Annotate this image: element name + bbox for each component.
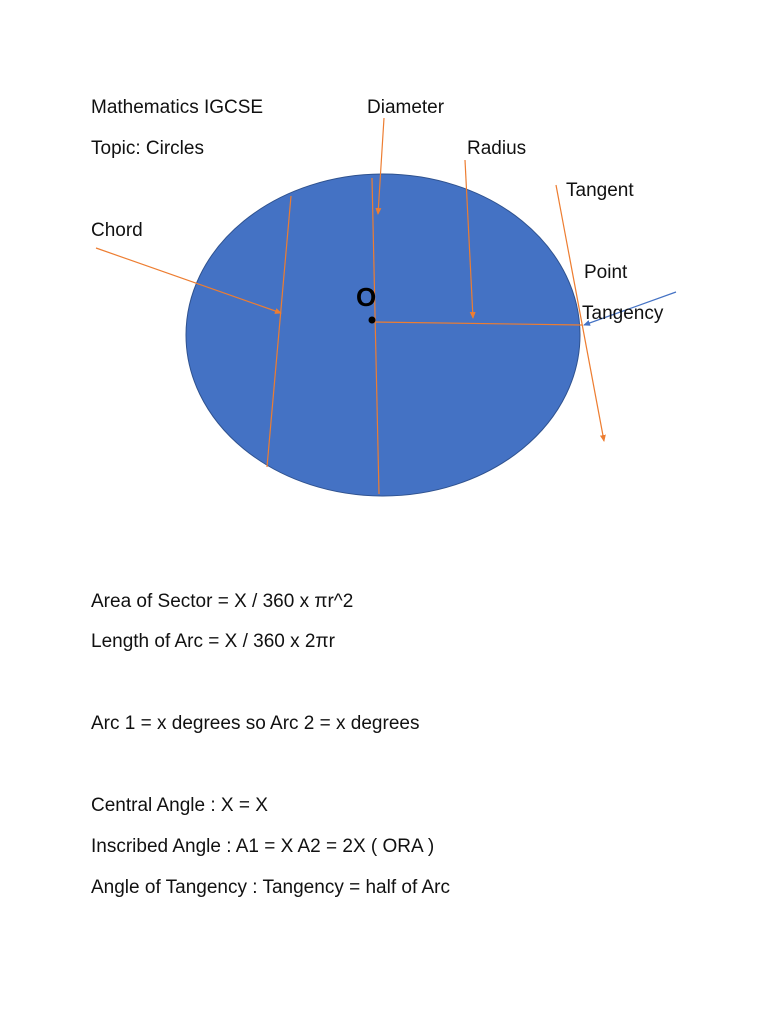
tangency-label: Tangency	[582, 303, 664, 324]
diameter-label: Diameter	[367, 97, 445, 118]
chord-label: Chord	[91, 220, 143, 241]
tangent-label: Tangent	[566, 180, 634, 201]
central-angle-statement: Central Angle : X = X	[91, 795, 268, 816]
point-label: Point	[584, 262, 628, 283]
angle-of-tangency-statement: Angle of Tangency : Tangency = half of Arc	[91, 877, 450, 898]
inscribed-angle-statement: Inscribed Angle : A1 = X A2 = 2X ( ORA )	[91, 836, 435, 857]
topic-heading: Topic: Circles	[91, 138, 204, 159]
center-label: O	[356, 282, 377, 312]
subject-heading: Mathematics IGCSE	[91, 97, 264, 118]
length-of-arc-formula: Length of Arc = X / 360 x 2πr	[91, 631, 335, 652]
area-of-sector-formula: Area of Sector = X / 360 x πr^2	[91, 591, 354, 612]
circle	[186, 174, 580, 496]
center-dot	[369, 317, 376, 324]
radius-label: Radius	[467, 138, 527, 159]
arcs-statement: Arc 1 = x degrees so Arc 2 = x degrees	[91, 713, 420, 734]
